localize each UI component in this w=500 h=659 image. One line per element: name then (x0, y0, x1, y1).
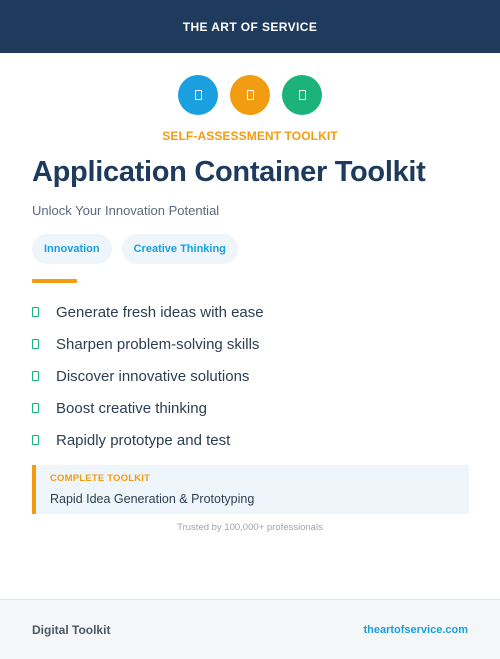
header-bar (0, 0, 500, 53)
toolkit-callout (32, 465, 469, 514)
icon-row (0, 75, 500, 115)
lightbulb-icon (282, 75, 322, 115)
check-icon (32, 403, 39, 413)
check-icon (32, 371, 39, 381)
tag-creative-thinking: Creative Thinking (122, 234, 238, 264)
check-icon (32, 339, 39, 349)
footer-label: Digital Toolkit (32, 622, 111, 637)
callout-label: COMPLETE TOOLKIT (50, 473, 151, 484)
accent-divider (32, 279, 77, 283)
website-link[interactable]: theartofservice.com (363, 623, 468, 636)
lightbulb-icon (230, 75, 270, 115)
feature-item (32, 392, 472, 424)
feature-list (32, 296, 472, 456)
feature-text: Sharpen problem-solving skills (56, 335, 260, 353)
page-title: Application Container Toolkit (32, 156, 426, 188)
footer-bar (0, 599, 500, 659)
callout-value: Rapid Idea Generation & Prototyping (50, 492, 255, 506)
feature-item (32, 360, 472, 392)
check-icon (32, 307, 39, 317)
feature-item (32, 424, 472, 456)
check-icon (32, 435, 39, 445)
tag-list (32, 234, 238, 264)
feature-text: Generate fresh ideas with ease (56, 303, 264, 321)
feature-text: Discover innovative solutions (56, 367, 250, 385)
feature-item (32, 296, 472, 328)
brand-name: THE ART OF SERVICE (182, 19, 318, 34)
trust-line: Trusted by 100,000+ professionals (177, 522, 323, 533)
tag-innovation: Innovation (32, 234, 112, 264)
eyebrow-label: SELF-ASSESSMENT TOOLKIT (162, 129, 338, 143)
feature-text: Boost creative thinking (56, 399, 207, 417)
page-subtitle: Unlock Your Innovation Potential (32, 203, 220, 218)
lightbulb-icon (178, 75, 218, 115)
feature-item (32, 328, 472, 360)
feature-text: Rapidly prototype and test (56, 431, 231, 449)
